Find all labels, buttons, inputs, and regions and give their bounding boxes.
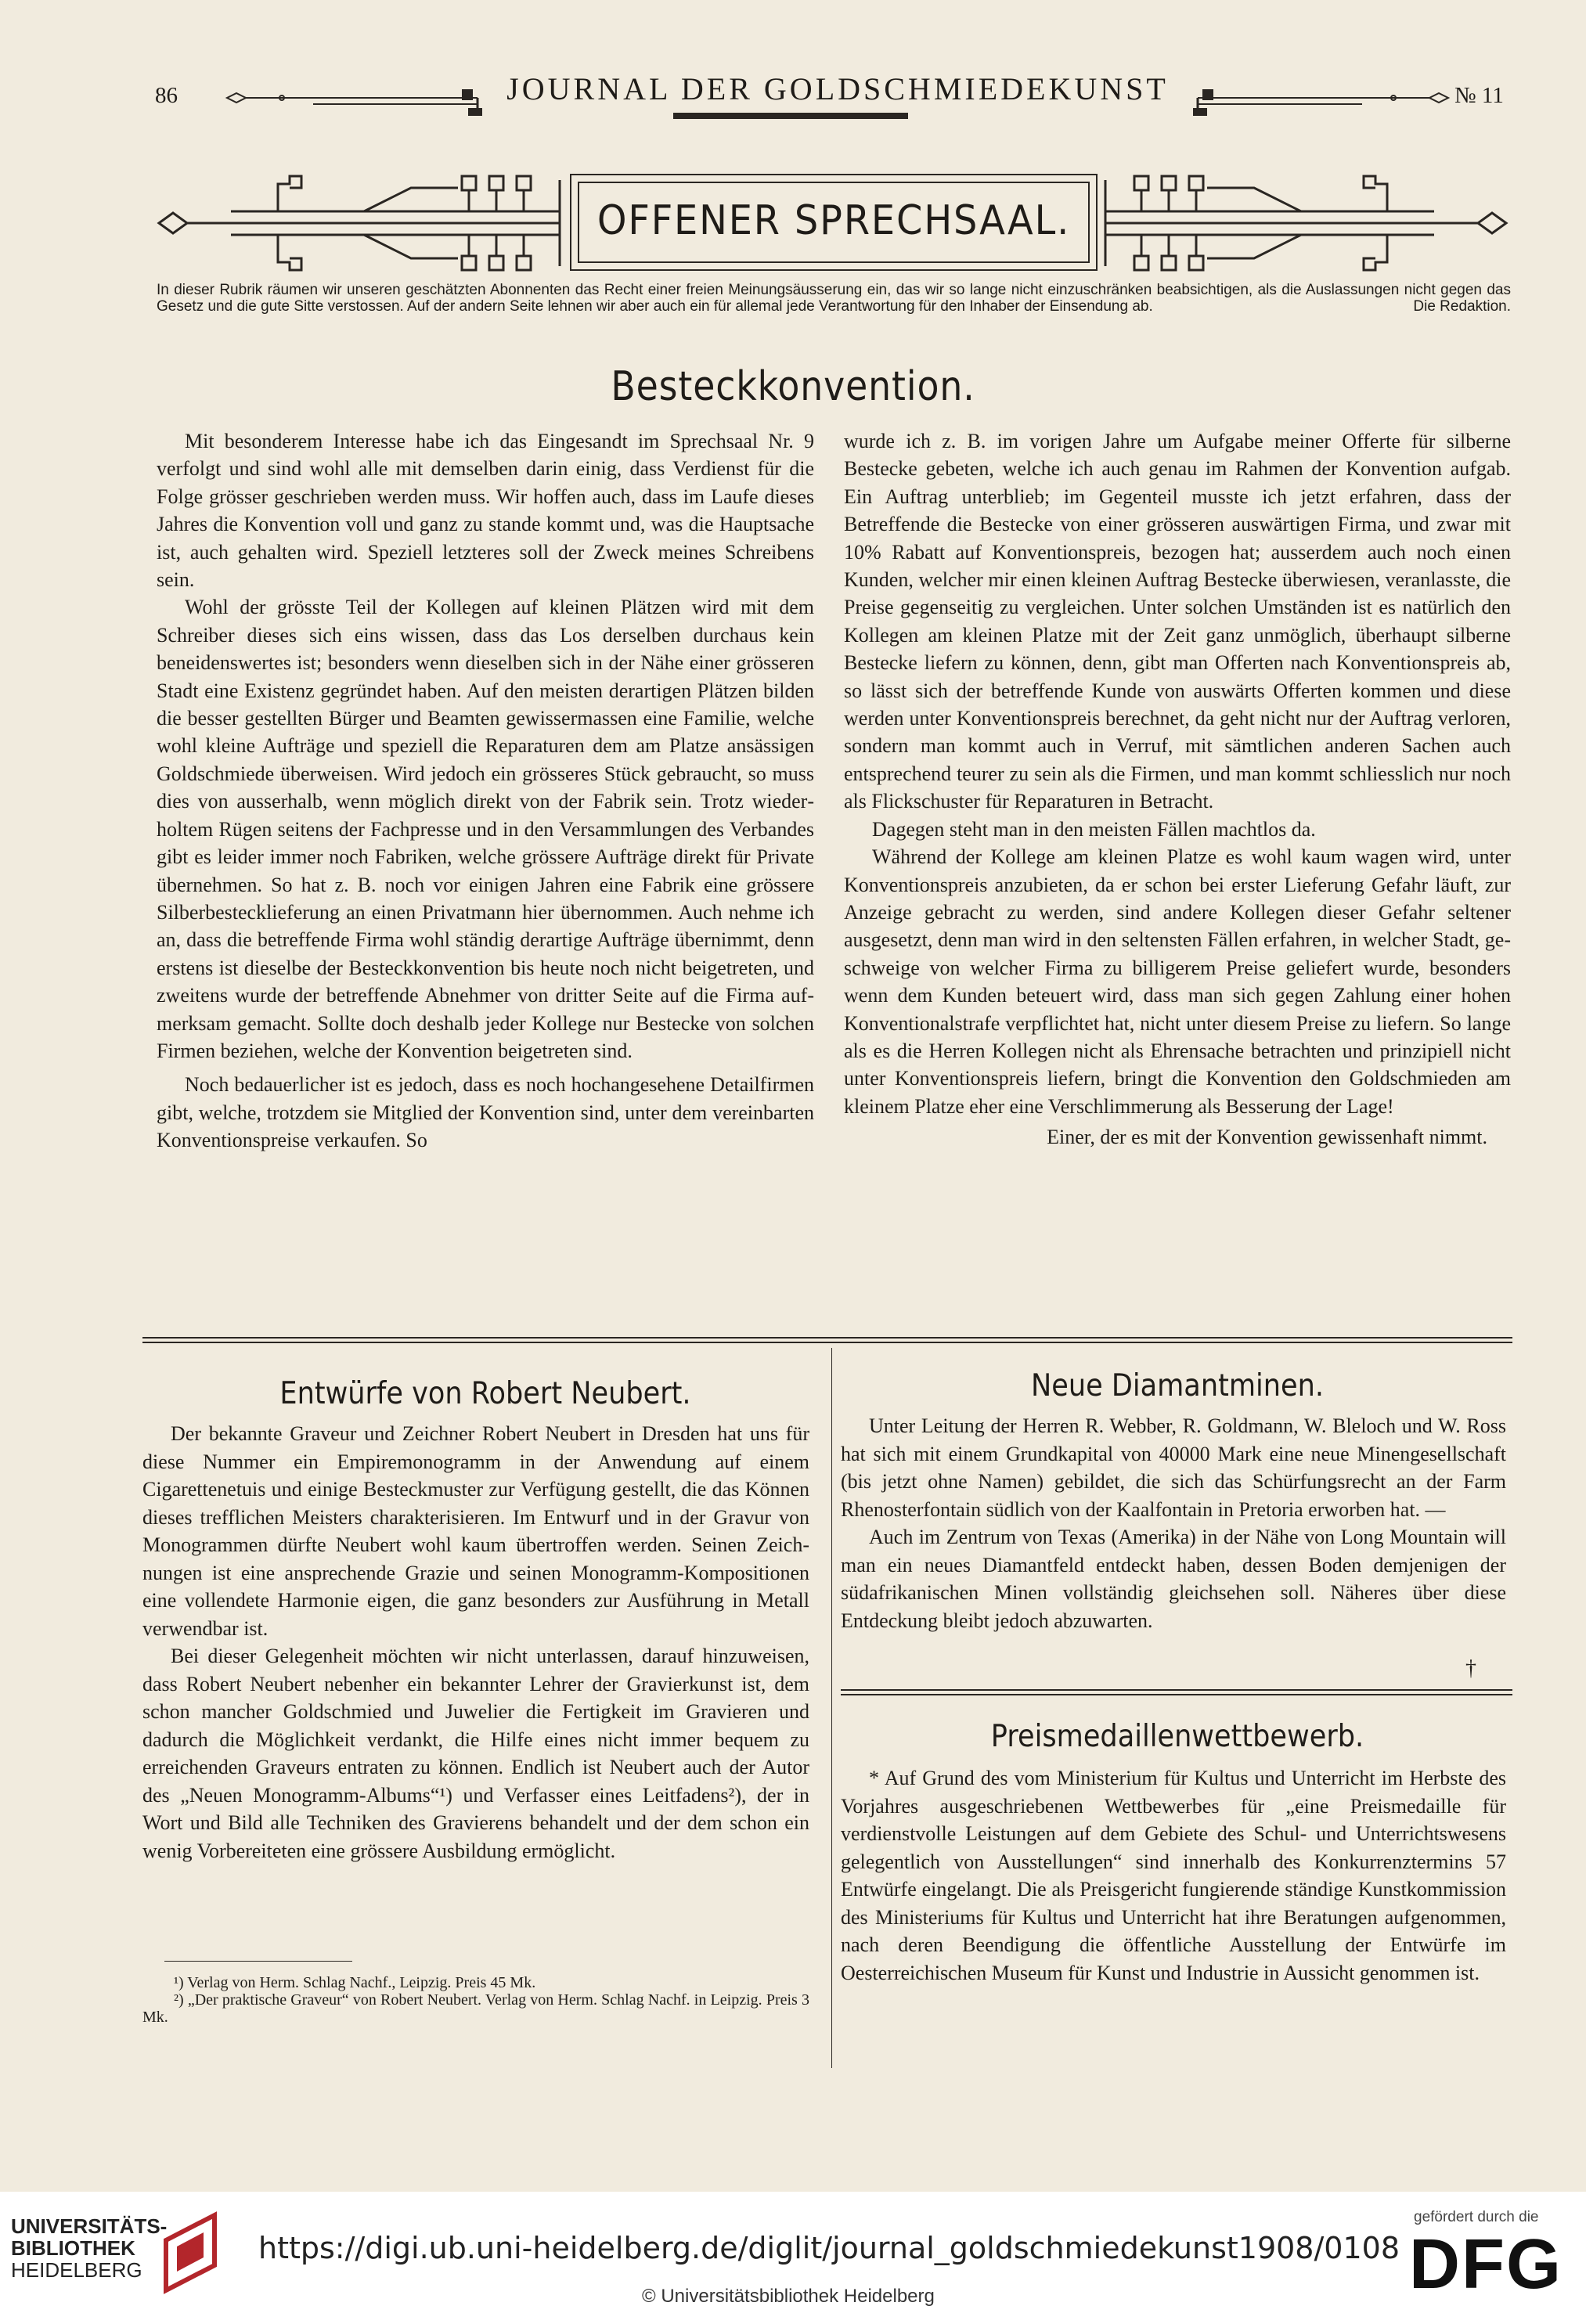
rubric-title: OFFENER SPRECHSAAL.	[597, 197, 1071, 244]
article1-left-column	[157, 427, 814, 1155]
copyright: © Universitätsbibliothek Heidelberg	[642, 2286, 935, 2307]
ub-logo-icon	[160, 2209, 227, 2295]
dfg-logo[interactable]: DFG	[1409, 2225, 1563, 2304]
rubric-title-frame	[570, 174, 1098, 271]
section-separator	[142, 1337, 1512, 1343]
issue-number: № 11	[1454, 83, 1504, 108]
header-underline-ornament	[673, 113, 908, 119]
library-name[interactable]	[11, 2215, 167, 2281]
article3-paragraph: Unter Leitung der Herren R. Webber, R. Goldmann, W. Bleloch und W. Ross hat sich mit einem Grundkapital von 40000 Mark eine neue Minengesellschaft (bis jetzt ohne Namen) gebildet, die sich das Schürfungsrecht an der Farm Rhenosterfontain südlich von der Kaalfontain in Pretoria erworben hat. —	[841, 1414, 1506, 1521]
article-title-besteckkonvention: Besteckkonvention.	[611, 363, 975, 410]
rubric-signature: Die Redaktion.	[1413, 298, 1511, 315]
article1-left-paragraph: Noch bedauerlicher ist es jedoch, dass es noch hochangesehene Detailfirmen gibt, welche, trotzdem sie Mitglied der Konvention sind, unter dem vereinbarten Konventionspreise verkaufen. So	[157, 1073, 814, 1152]
funding-note: gefördert durch die	[1414, 2209, 1539, 2225]
article1-signature: Einer, der es mit der Konvention gewissenhaft nimmt.	[1047, 1126, 1487, 1149]
article4-column	[841, 1764, 1506, 1987]
footer-bar	[0, 2192, 1586, 2324]
article1-right-column	[844, 427, 1511, 1151]
footnote: ²) „Der praktische Graveur“ von Robert Neubert. Verlag von Herm. Schlag Nachf. in Leipzig. Preis 3 Mk.	[142, 1991, 809, 2026]
column-divider	[831, 1348, 832, 2068]
article3-column	[841, 1412, 1506, 1634]
article2-paragraph: Der bekannte Graveur und Zeichner Robert Neubert in Dresden hat uns für diese Nummer ein Empiremonogramm in der Anwendung auf einem Cigarettenetuis und einige Besteckmuster zur Verfügung gestellt, die das Können dieses trefflichen Meisters charakterisieren. Im Entwurf und in der Gravur von Monogrammen dürfte Neubert wohl kaum übertroffen werden. Seinen Zeichnungen ist eine ansprechende Grazie und seinen Monogramm-Kompositionen eine vollendete Harmonie eigen, die ganz besonders zur Ausführung in Metall verwendbar ist.	[142, 1422, 809, 1640]
article4-paragraph: * Auf Grund des vom Ministerium für Kultus und Unterricht im Herbste des Vorjahres ausgeschriebenen Wettbewerbes für „eine Preismedaille für verdienstvolle Leistungen auf dem Gebiete des Schul- und Unterrichtswesens gelegentlich von Ausstellungen“ sind innerhalb des Konkurrenztermins 57 Entwürfe eingelangt. Die als Preisgericht fungierende ständige Kunstkommission des Ministeriums für Kultus und Unterricht hat ihre Beratungen aufgenommen, nach deren Beendigung die öffentliche Ausstellung der Entwürfe im Oesterreichischen Museum für Kunst und Industrie in Aussicht genommen ist.	[841, 1767, 1506, 1984]
document-url-link[interactable]: https://digi.ub.uni-heidelberg.de/diglit/journal_goldschmiedekunst1908/0108	[258, 2231, 1400, 2265]
footnote-rule	[164, 1961, 352, 1962]
footnote: ¹) Verlag von Herm. Schlag Nachf., Leipzig. Preis 45 Mk.	[174, 1974, 536, 1991]
library-name-line: UNIVERSITÄTS-	[11, 2214, 168, 2238]
page-number: 86	[155, 83, 178, 108]
article1-left-paragraph: Wohl der grösste Teil der Kollegen auf kleinen Plätzen wird mit dem Schreiber dieses sich eins wissen, dass das Los derselben durchaus kein beneidenswertes ist; besonders wenn dieselben sich in der Nähe einer grösseren Stadt eine Existenz gegründet haben. Auf den meisten derartigen Plätzen bilden die besser gestellten Bürger und Beamten gewissermassen eine Familie, welche wohl kleine Aufträge und speziell die Reparaturen dem am Platze ansässigen Goldschmiede überweisen. Wird jedoch ein grösseres Stück gebraucht, so muss dies von ausserhalb, wenn möglich direkt von der Fabrik sein. Trotz wiederholtem Rügen seitens der Fachpresse und in den Versammlungen des Verbandes gibt es leider immer noch Fabriken, welche grössere Aufträge direkt für Private übernehmen. So hat z. B. noch vor einigen Jahren eine Fabrik eine grössere Silberbestecklieferung an einen Privatmann hier übernommen. Auch nehme ich an, dass die betreffende Firma wohl ständig derartige Aufträge übernimmt, denn erstens ist dieselbe der Besteckkonvention bis heute noch nicht beigetreten, und zweitens wurde der betreffende Abnehmer von dritter Seite auf die Firma aufmerksam gemacht. Sollte doch deshalb jeder Kollege nur Bestecke von solchen Firmen beziehen, welche der Konvention beigetreten sind.	[157, 596, 814, 1062]
article2-paragraph: Bei dieser Gelegenheit möchten wir nicht unterlassen, darauf hinzuweisen, dass Robert Neubert nebenher ein bekannter Lehrer der Gravierkunst ist, dem schon mancher Goldschmied und Juwelier die Fertigkeit im Gravieren und dadurch die Möglichkeit verdankt, die Hilfe eines nicht immer bequem zu erreichenden Graveurs entraten zu können. Endlich ist Neubert auch der Autor des „Neuen Monogramm-Albums“¹) und Verfasser eines Leitfadens²), der in Wort und Bild alle Techniken des Gravierens behandelt und der dem schon ein wenig Vorbereiteten eine grössere Ausbildung ermöglicht.	[142, 1645, 809, 1862]
article1-right-paragraph: wurde ich z. B. im vorigen Jahre um Aufgabe meiner Offerte für silberne Bestecke gebeten, welche ich auch genau im Rahmen der Konvention aufgab. Ein Auftrag unterblieb; im Gegenteil musste ich jetzt erfahren, dass der Betreffende die Bestecke von einer grösseren auswärtigen Firma, und zwar mit 10% Rabatt auf Konventionspreis, bezogen hat; ausserdem auch noch einen Kunden, welcher mir einen kleinen Auftrag Bestecke überwiesen, veranlasste, die Preise gegenseitig zu vergleichen. Unter solchen Umständen ist es natürlich den Kollegen am kleinen Platze mit der Zeit ganz unmöglich, überhaupt silberne Bestecke liefern zu können, denn, gibt man Offerten nach Konventionspreis ab, so lässt sich der betreffende Kunde von auswärts Offerten kommen und diese werden unter Konventionspreis berechnet, da geht nicht nur der Auftrag verloren, sondern man kommt auch in Verruf, mit sämtlichen anderen Sachen auch entsprechend teurer zu sein als die Firmen, und man kommt schliesslich nur noch als Flickschuster für Reparaturen in Betracht.	[844, 430, 1511, 813]
article1-left-paragraph: Mit besonderem Interesse habe ich das Eingesandt im Sprechsaal Nr. 9 verfolgt und sind wohl alle mit demselben darin einig, dass Verdienst für die Folge grösser geschrieben werden muss. Wir hoffen auch, dass im Laufe dieses Jahres die Konvention voll und ganz zu stande kommt und, was die Hauptsache ist, auch gehalten wird. Speziell letzteres soll der Zweck meines Schreibens sein.	[157, 430, 814, 592]
article-title-preismedaillen: Preismedaillenwettbewerb.	[990, 1719, 1364, 1754]
header-ornament-left	[219, 78, 501, 117]
article-title-entwuerfe: Entwürfe von Robert Neubert.	[279, 1376, 691, 1411]
rubric-ornament-right	[1098, 164, 1512, 282]
article2-column	[142, 1420, 809, 1865]
article1-right-paragraph: Während der Kollege am kleinen Platze es wohl kaum wagen wird, unter Konventionspreis anzubieten, da er schon bei erster Lieferung Gefahr läuft, zur Anzeige gebracht zu werden, sind andere Kollegen dieser Gefahr seltener ausgesetzt, denn man wird in den seltensten Fällen erfahren, in welcher Stadt, geschweige von welcher Firma zu billigerem Preise geliefert wurde, besonders wenn dem Kunden beteuert wird, dass man sich gegen Zahlung einer hohen Konventionalstrafe verpflichtet hat, nicht unter diesem Preise zu liefern. So lange als es die Herren Kollegen nicht als Ehrensache betrachten und prinzipiell nicht unter Konventionspreis liefern, bringt die Konvention den Goldschmieden am kleinem Platze eher eine Verschlimmerung als Besserung der Lage!	[844, 845, 1511, 1118]
header-ornament-right	[1174, 78, 1456, 117]
section-separator	[841, 1689, 1512, 1695]
library-name-line: BIBLIOTHEK	[11, 2236, 135, 2260]
article1-right-paragraph: Dagegen steht man in den meisten Fällen machtlos da.	[872, 817, 1316, 841]
article3-signature: †	[1465, 1656, 1476, 1681]
article-title-diamantminen: Neue Diamantminen.	[1030, 1368, 1325, 1403]
article2-footnotes	[142, 1974, 809, 2026]
library-name-line: HEIDELBERG	[11, 2258, 142, 2282]
article3-paragraph: Auch im Zentrum von Texas (Amerika) in der Nähe von Long Mountain will man ein neues Diamantfeld entdeckt haben, dessen Boden demjenigen der südafrikanischen Minen vollständig gleichsehen soll. Näheres über diese Entdeckung bleibt jedoch abzuwarten.	[841, 1526, 1506, 1632]
rubric-intro	[157, 282, 1511, 315]
rubric-ornament-left	[153, 164, 568, 282]
journal-title: JOURNAL DER GOLDSCHMIEDEKUNST	[506, 71, 1169, 106]
rubric-intro-text: In dieser Rubrik räumen wir unseren geschätzten Abonnenten das Recht einer freien Meinungsäusserung ein, das wir so lange nicht einzuschränken beabsichtigen, als die Auslassungen nicht gegen das Gesetz und die gute Sitte verstossen. Auf der andern Seite lehnen wir aber auch ein für allemal jede Verantwortung für den Inhaber der Einsendung ab.	[157, 282, 1511, 315]
